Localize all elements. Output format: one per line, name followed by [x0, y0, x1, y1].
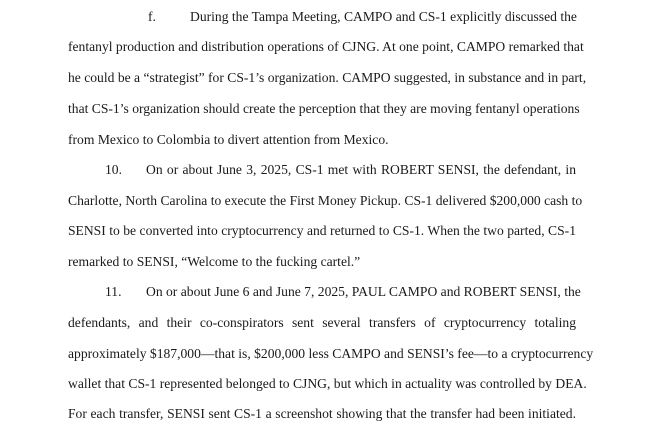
- paragraph-f-line-1: [148, 9, 576, 25]
- paragraph-text: On or about June 3, 2025, CS-1 met with ROBERT SENSI, the defendant, in: [146, 162, 576, 177]
- paragraph-f-line-4: that CS-1’s organization should create the perception that they are moving fentanyl operations: [68, 101, 580, 116]
- paragraph-f-line-2: fentanyl production and distribution operations of CJNG. At one point, CAMPO remarked that: [68, 39, 584, 54]
- paragraph-10-line-3: SENSI to be converted into cryptocurrency and returned to CS-1. When the two parted, CS-1: [68, 223, 576, 238]
- paragraph-number: 10.: [105, 162, 122, 177]
- paragraph-11-line-2: defendants, and their co-conspirators sent several transfers of cryptocurrency totaling: [68, 315, 576, 330]
- paragraph-11-line-5: For each transfer, SENSI sent CS-1 a screenshot showing that the transfer had been initiated.: [68, 406, 576, 421]
- paragraph-10-line-1: [105, 162, 576, 178]
- paragraph-number: 11.: [105, 284, 122, 299]
- paragraph-text: During the Tampa Meeting, CAMPO and CS-1 explicitly discussed the: [190, 9, 577, 24]
- paragraph-11-line-3: approximately $187,000—that is, $200,000 less CAMPO and SENSI’s fee—to a cryptocurrency: [68, 346, 594, 361]
- paragraph-11-line-1: [105, 284, 581, 300]
- paragraph-text: On or about June 6 and June 7, 2025, PAUL CAMPO and ROBERT SENSI, the: [146, 284, 581, 299]
- paragraph-marker: f.: [148, 9, 156, 24]
- paragraph-10-line-4: remarked to SENSI, “Welcome to the fucking cartel.”: [68, 254, 361, 269]
- paragraph-10-line-2: Charlotte, North Carolina to execute the First Money Pickup. CS-1 delivered $200,000 cash to: [68, 193, 583, 208]
- paragraph-f-line-3: he could be a “strategist” for CS-1’s organization. CAMPO suggested, in substance and in part,: [68, 70, 587, 85]
- paragraph-f-line-5: from Mexico to Colombia to divert attention from Mexico.: [68, 132, 389, 147]
- paragraph-11-line-4: wallet that CS-1 represented belonged to CJNG, but which in actuality was controlled by DEA.: [68, 376, 587, 391]
